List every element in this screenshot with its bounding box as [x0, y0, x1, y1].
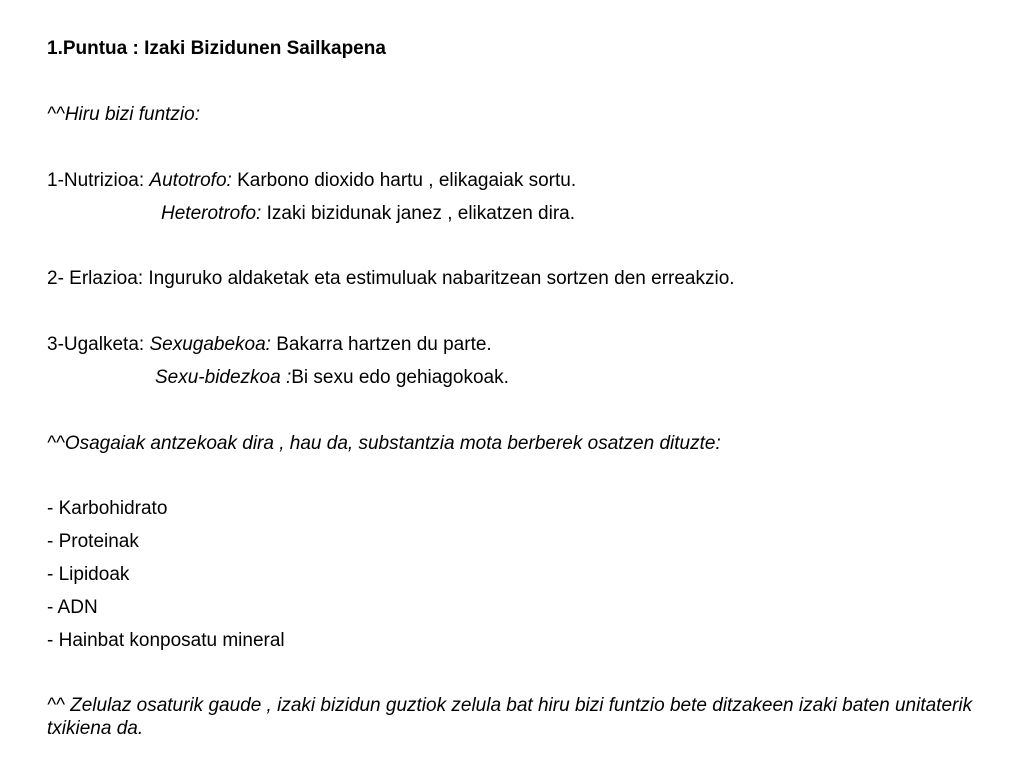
- heterotrofo-line: [161, 203, 575, 226]
- functions-heading: ^^Hiru bizi funtzio:: [47, 104, 200, 125]
- component-item: - ADN: [47, 597, 98, 618]
- sexubidezkoa-line: [155, 367, 509, 390]
- nutrition-line: [47, 170, 576, 193]
- component-item: - Karbohidrato: [47, 498, 168, 519]
- reproduction-label: 3-Ugalketa:: [47, 334, 150, 355]
- component-item: - Proteinak: [47, 531, 139, 552]
- components-heading: ^^Osagaiak antzekoak dira , hau da, substantzia mota berberek osatzen dituzte:: [47, 433, 721, 454]
- cells-note: ^^ Zelulaz osaturik gaude , izaki bizidun guztiok zelula bat hiru bizi funtzio bete ditzakeen izaki baten unitaterik txikiena da.: [47, 695, 973, 739]
- nutrition-label: 1-Nutrizioa:: [47, 170, 150, 191]
- sexubidezkoa-term: Sexu-bidezkoa :: [155, 367, 292, 388]
- sexubidezkoa-text: Bi sexu edo gehiagokoak.: [291, 367, 509, 388]
- heterotrofo-term: Heterotrofo:: [161, 203, 262, 224]
- autotrofo-text: Karbono dioxido hartu , elikagaiak sortu.: [231, 170, 577, 191]
- component-item: - Hainbat konposatu mineral: [47, 630, 285, 651]
- sexugabekoa-text: Bakarra hartzen du parte.: [270, 334, 492, 355]
- autotrofo-term: Autotrofo:: [149, 170, 232, 191]
- heterotrofo-text: Izaki bizidunak janez , elikatzen dira.: [261, 203, 575, 224]
- slide-title: 1.Puntua : Izaki Bizidunen Sailkapena: [47, 38, 386, 59]
- reproduction-line: [47, 334, 492, 357]
- sexugabekoa-term: Sexugabekoa:: [149, 334, 271, 355]
- component-item: - Lipidoak: [47, 564, 130, 585]
- relation-line: 2- Erlazioa: Inguruko aldaketak eta estimuluak nabaritzean sortzen den erreakzio.: [47, 268, 735, 289]
